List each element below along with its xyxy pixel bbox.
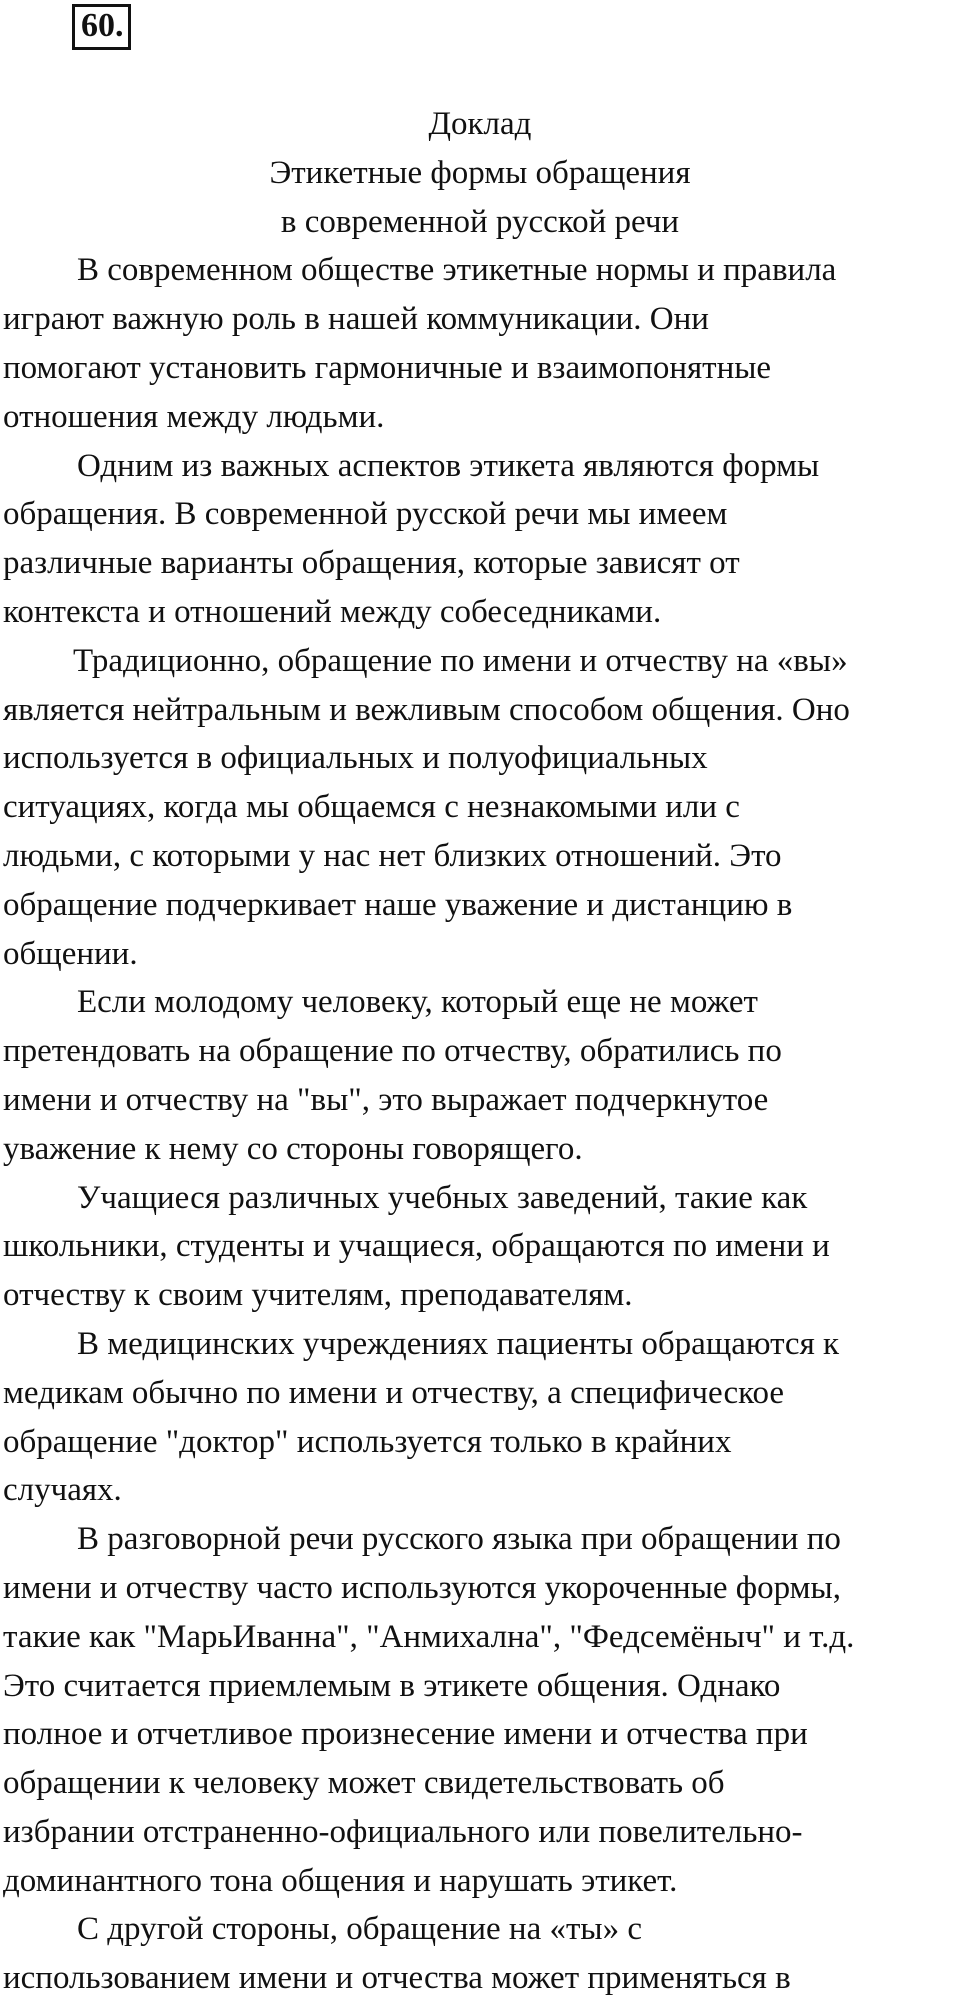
text-line: такие как "МарьИванна", "Анмихална", "Федсемёныч" и т.д. (3, 1618, 855, 1655)
text-line: отчеству к своим учителям, преподавателям. (3, 1277, 633, 1314)
text-line: Одним из важных аспектов этикета являются формы (77, 447, 820, 484)
text-line: общении. (3, 935, 138, 972)
text-line: полное и отчетливое произнесение имени и отчества при (3, 1716, 808, 1753)
text-line: избрании отстраненно-официального или повелительно- (3, 1813, 803, 1850)
report-subtitle-line-2: в современной русской речи (280, 203, 680, 240)
report-subtitle-line-1: Этикетные формы обращения (269, 154, 691, 191)
text-line: В медицинских учреждениях пациенты обращаются к (77, 1325, 840, 1362)
text-line: Если молодому человеку, который еще не может (77, 984, 758, 1021)
text-line: людьми, с которыми у нас нет близких отношений. Это (3, 837, 782, 874)
text-line: случаях. (3, 1472, 122, 1509)
task-number-box: 60. (72, 4, 131, 50)
text-line: школьники, студенты и учащиеся, обращаются по имени и (3, 1228, 830, 1265)
text-line: В разговорной речи русского языка при обращении по (77, 1521, 841, 1558)
paragraph-4 (3, 978, 957, 1173)
text-line: Это считается приемлемым в этикете общения. Однако (3, 1667, 781, 1704)
text-line: обращение подчеркивает наше уважение и дистанцию в (3, 886, 793, 923)
text-line: В современном обществе этикетные нормы и правила (77, 252, 837, 289)
text-line: отношения между людьми. (3, 398, 385, 435)
text-line: обращения. В современной русской речи мы имеем (3, 496, 728, 533)
text-line: Традиционно, обращение по имени и отчеству на «вы» (73, 642, 848, 679)
text-line: обращение "доктор" используется только в крайних (3, 1423, 732, 1460)
report-title: Доклад (428, 106, 532, 142)
text-line: имени и отчеству на "вы", это выражает подчеркнутое (3, 1081, 769, 1118)
text-line: использованием имени и отчества может применяться в (3, 1960, 791, 1997)
text-line: С другой стороны, обращение на «ты» с (77, 1911, 642, 1948)
paragraph-5 (3, 1174, 957, 1320)
text-line: Учащиеся различных учебных заведений, такие как (77, 1179, 808, 1216)
paragraph-2 (3, 442, 957, 637)
text-line: используется в официальных и полуофициальных (3, 740, 708, 777)
text-line: доминантного тона общения и нарушать этикет. (3, 1862, 678, 1899)
paragraph-3 (3, 637, 957, 979)
paragraph-6 (3, 1320, 957, 1515)
text-line: играют важную роль в нашей коммуникации. Они (3, 301, 709, 338)
text-line: является нейтральным и вежливым способом общения. Оно (3, 691, 850, 728)
text-line: различные варианты обращения, которые зависят от (3, 545, 740, 582)
paragraph-7 (3, 1515, 957, 1905)
paragraph-1 (3, 246, 957, 441)
paragraph-8 (3, 1905, 957, 2002)
report-text (3, 100, 957, 2002)
text-line: медикам обычно по имени и отчеству, а специфическое (3, 1374, 785, 1411)
text-line: претендовать на обращение по отчеству, обратились по (3, 1033, 782, 1070)
text-line: уважение к нему со стороны говорящего. (3, 1130, 583, 1167)
text-line: обращении к человеку может свидетельствовать об (3, 1765, 725, 1802)
text-line: ситуациях, когда мы общаемся с незнакомыми или с (3, 789, 740, 826)
text-line: помогают установить гармоничные и взаимопонятные (3, 349, 772, 386)
text-line: имени и отчеству часто используются укороченные формы, (3, 1569, 841, 1606)
text-line: контекста и отношений между собеседниками. (3, 593, 662, 630)
